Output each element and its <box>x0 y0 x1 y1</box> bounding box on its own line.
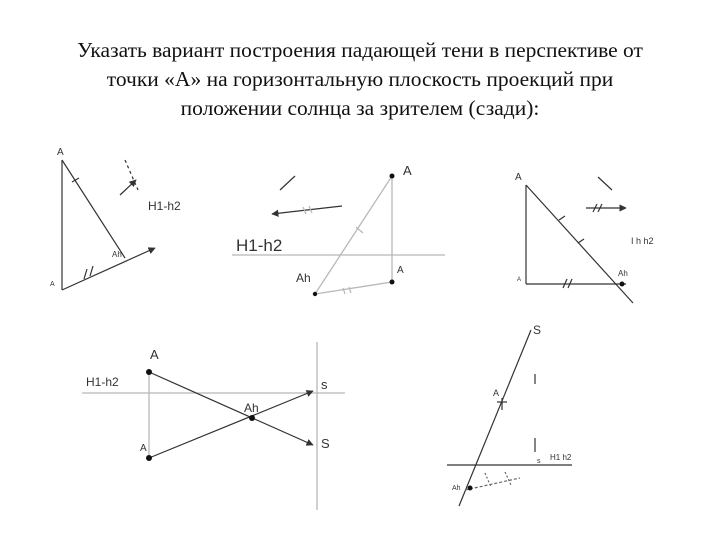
v5-label-horizon: H1 h2 <box>550 453 572 462</box>
v1-light-arrow <box>120 180 136 195</box>
v2-base-line <box>315 282 392 294</box>
v2-label-a: A <box>403 163 412 178</box>
v1-label-horizon: H1-h2 <box>148 199 181 213</box>
v1-base-arrow <box>62 248 155 290</box>
v4-label-shadow: Ah <box>244 401 259 415</box>
v4-label-sun-upper: s <box>321 377 328 392</box>
v5-sun-ray <box>459 330 531 506</box>
variant-4-diagram <box>82 342 345 510</box>
v2-point-base <box>390 280 395 285</box>
v4-base-to-vanishing <box>149 391 313 458</box>
v3-label-base: A <box>517 277 522 283</box>
v3-tick-mark <box>578 239 584 243</box>
v4-label-base: A <box>140 443 147 454</box>
v2-point-a <box>390 174 395 179</box>
v2-light-direction <box>280 176 295 190</box>
v4-point-shadow <box>249 415 255 421</box>
title-line-1: Указать вариант построения падающей тени в перспективе от <box>77 38 643 62</box>
v3-tick-mark <box>559 216 565 220</box>
v5-label-sun: S <box>533 323 542 337</box>
v3-label-a: A <box>515 172 522 183</box>
v1-double-tick <box>90 266 93 276</box>
v1-light-direction <box>125 160 138 190</box>
v3-point-shadow <box>620 282 625 287</box>
v4-label-sun-lower: S <box>321 436 330 451</box>
v1-label-a: A <box>57 147 64 158</box>
variant-1-diagram <box>62 160 155 290</box>
v3-ray-line <box>526 185 633 303</box>
v4-label-horizon: H1-h2 <box>86 375 119 389</box>
v1-ray-to-shadow <box>62 160 125 258</box>
v3-label-horizon: I h h2 <box>631 236 654 246</box>
v1-label-shadow: Ah <box>112 250 122 259</box>
v5-label-sun-base: s <box>537 458 541 465</box>
v2-point-shadow <box>313 292 317 296</box>
v2-label-horizon: H1-h2 <box>236 236 283 255</box>
title-line-2: точки «А» на горизонтальную плоскость проекций при <box>106 67 614 91</box>
v2-light-arrow <box>272 206 342 214</box>
v4-point-a <box>146 369 152 375</box>
v1-double-tick <box>84 269 87 279</box>
v5-dashed-tick <box>505 472 511 485</box>
v4-ray-to-sun <box>149 372 313 445</box>
v3-label-shadow: Ah <box>618 269 628 278</box>
v2-ray-line <box>315 176 392 294</box>
v4-point-base <box>146 455 152 461</box>
v2-label-base: A <box>397 265 404 276</box>
variant-3-diagram <box>526 177 633 303</box>
v5-label-a: A <box>493 388 500 398</box>
v1-label-base: A <box>50 281 55 288</box>
v4-label-a: A <box>150 347 159 362</box>
variant-2-diagram <box>232 174 445 297</box>
v5-point-shadow <box>468 486 473 491</box>
v5-shadow-line <box>465 478 520 490</box>
v5-label-shadow: Ah <box>452 485 461 492</box>
title-line-3: положении солнца за зрителем (сзади): <box>180 96 540 120</box>
v2-label-shadow: Ah <box>296 271 311 285</box>
variant-5-diagram <box>447 330 572 506</box>
v3-light-direction <box>598 177 612 190</box>
